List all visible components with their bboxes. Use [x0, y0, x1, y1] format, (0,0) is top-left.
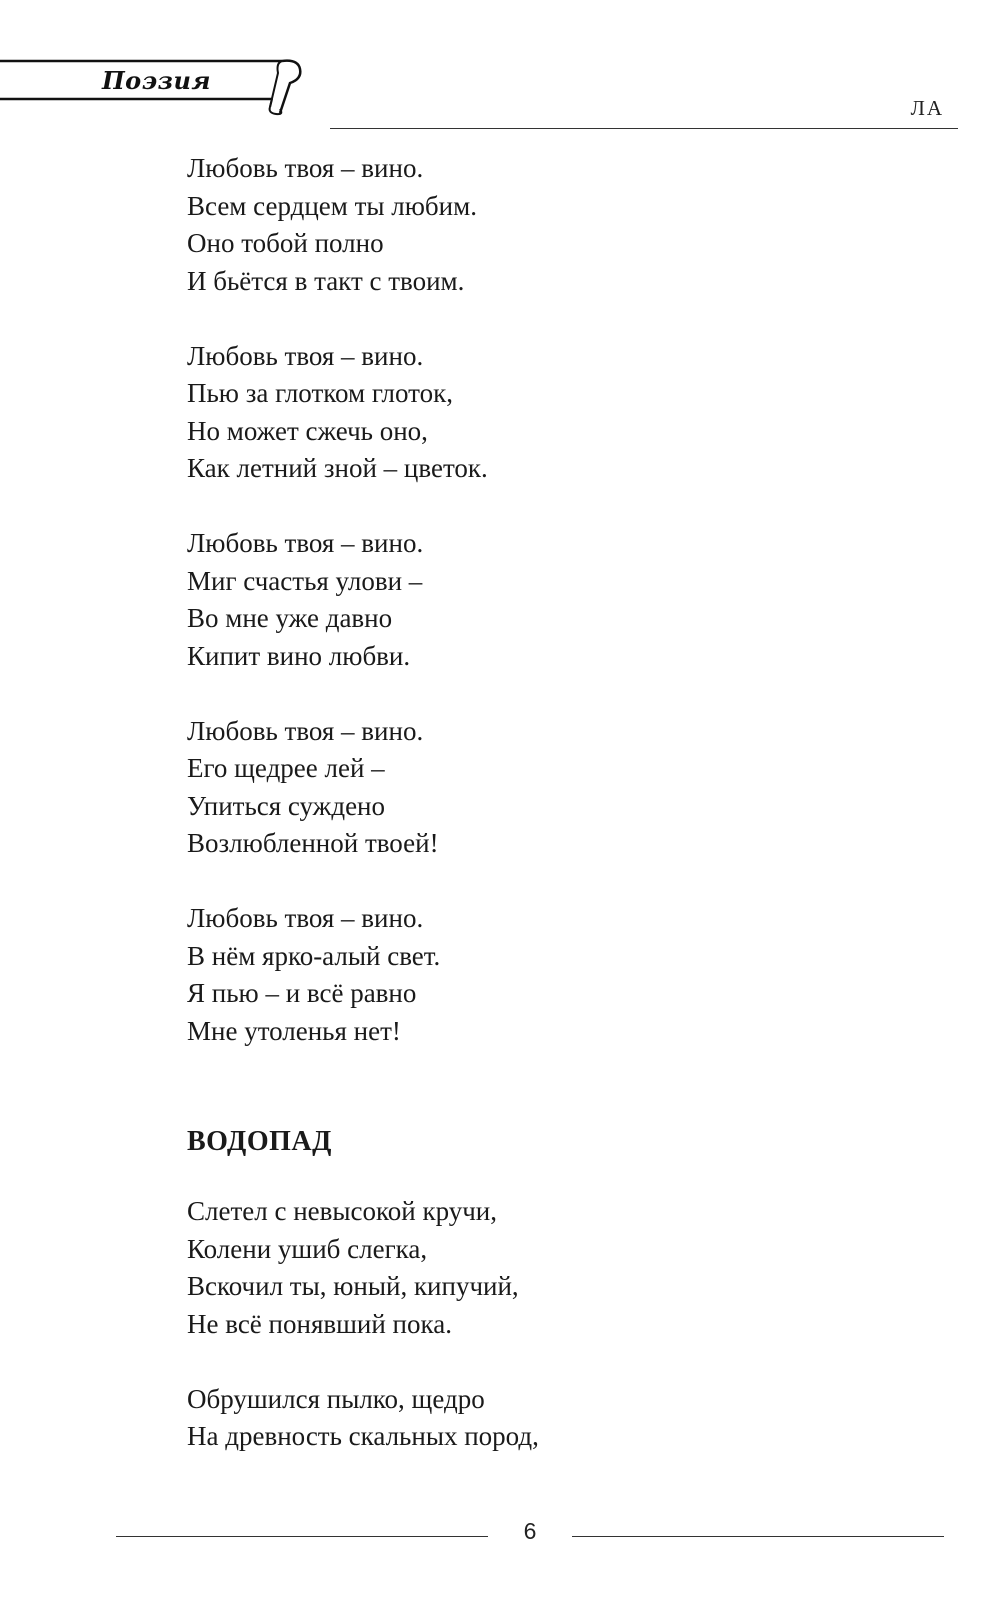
poem-line: Любовь твоя – вино.: [187, 903, 424, 933]
poem-line: Обрушился пылко, щедро: [187, 1383, 485, 1414]
poem-line: Оно тобой полно: [187, 228, 384, 258]
poem-line: Кипит вино любви.: [187, 640, 411, 671]
poem-line: Упиться суждено: [187, 790, 386, 821]
poem-line: Но может сжечь оно,: [187, 415, 428, 446]
poem-line: Во мне уже давно: [187, 603, 393, 633]
poem-line: Любовь твоя – вино.: [187, 340, 424, 371]
poem-wine: [187, 150, 887, 1088]
poem-line: Возлюбленной твоей!: [187, 828, 439, 858]
poem-line: В нём ярко-алый свет.: [187, 940, 441, 971]
poem-line: Как летний зной – цветок.: [187, 453, 488, 483]
stanza: [187, 338, 887, 488]
poem-line: Миг счастья улови –: [187, 565, 423, 596]
stanza: [187, 525, 887, 675]
page-number: 6: [523, 1518, 537, 1544]
poem-line: Колени ушиб слегка,: [187, 1233, 428, 1264]
poem-line: Вскочил ты, юный, кипучий,: [187, 1271, 519, 1301]
poem-line: И бьётся в такт с твоим.: [187, 265, 465, 296]
stanza: [187, 713, 887, 863]
poem-waterfall: [187, 1193, 887, 1493]
poem-title: ВОДОПАД: [187, 1126, 332, 1157]
stanza: [187, 150, 887, 300]
stanza: [187, 900, 887, 1050]
poem-line: Слетел с невысокой кручи,: [187, 1196, 497, 1226]
header-rule: [330, 128, 958, 129]
poem-line: Любовь твоя – вино.: [187, 153, 424, 183]
poem-line: Пью за глотком глоток,: [187, 378, 453, 408]
poem-line: Его щедрее лей –: [187, 753, 385, 783]
poem-line: Любовь твоя – вино.: [187, 715, 424, 746]
running-head: ЛА: [910, 96, 944, 120]
section-label: Поэзия: [102, 66, 212, 95]
stanza: [187, 1193, 887, 1343]
poem-line: Я пью – и всё равно: [187, 978, 417, 1008]
footer-rule-left: [116, 1536, 488, 1537]
poem-line: На древность скальных пород,: [187, 1421, 539, 1451]
poem-line: Мне утоленья нет!: [187, 1015, 401, 1046]
poem-line: Не всё понявший пока.: [187, 1308, 452, 1339]
stanza: [187, 1381, 887, 1456]
poem-line: Любовь твоя – вино.: [187, 528, 424, 558]
poem-line: Всем сердцем ты любим.: [187, 190, 477, 221]
footer-rule-right: [572, 1536, 944, 1537]
